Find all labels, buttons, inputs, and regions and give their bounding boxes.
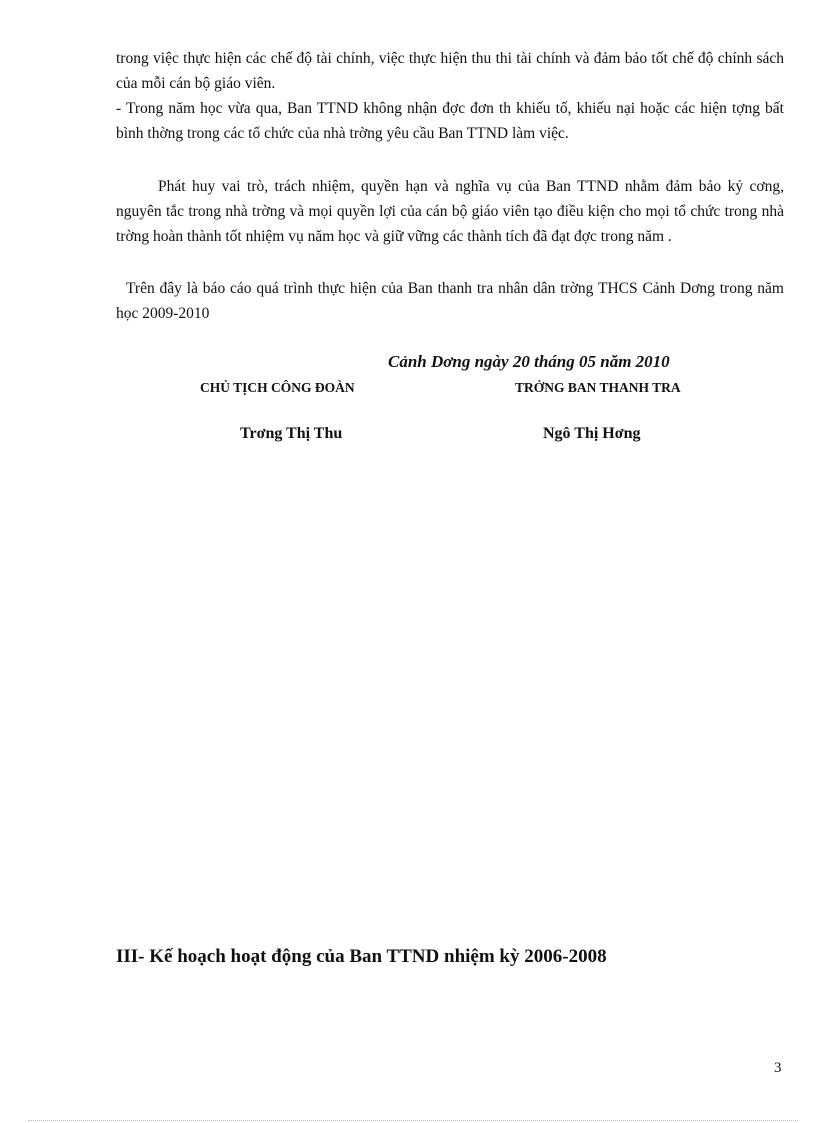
signature-title-inspection-head: TRỞNG BAN THANH TRA (515, 380, 681, 395)
paragraph-summary: Trên đây là báo cáo quá trình thực hiện của Ban thanh tra nhân dân trờng THCS Cảnh Dơng trong năm học 2009-2010 (116, 280, 784, 322)
section-heading: III- Kế hoạch hoạt động của Ban TTND nhiệm kỳ 2006-2008 (116, 946, 607, 967)
signature-name-union-chair: Trơng Thị Thu (240, 425, 343, 442)
signature-title-union-chair: CHỦ TỊCH CÔNG ĐOÀN (200, 380, 355, 395)
date-line: Cảnh Dơng ngày 20 tháng 05 năm 2010 (388, 352, 670, 371)
paragraph-complaints: - Trong năm học vừa qua, Ban TTND không nhận đợc đơn th khiếu tố, khiếu nại hoặc các hiện tợng bất bình thờng trong các tổ chức của nhà trờng yêu cầu Ban TTND làm việc. (116, 100, 784, 142)
paragraph-role: Phát huy vai trò, trách nhiệm, quyền hạn và nghĩa vụ của Ban TTND nhằm đảm bảo kỷ cơng, nguyên tắc trong nhà trờng và mọi quyền lợi của cán bộ giáo viên tạo điều kiện cho mọi tổ chức trong nhà trờng hoàn thành tốt nhiệm vụ năm học và giữ vững các thành tích đã đạt đợc trong năm . (116, 178, 784, 245)
signature-name-inspection-head: Ngô Thị Hơng (543, 425, 641, 442)
paragraph-finance: trong việc thực hiện các chế độ tài chính, việc thực hiện thu thi tài chính và đảm bảo tốt chế độ chính sách của mỗi cán bộ giáo viên. (116, 50, 784, 92)
page-number: 3 (774, 1060, 782, 1076)
footer-divider (28, 1120, 798, 1121)
